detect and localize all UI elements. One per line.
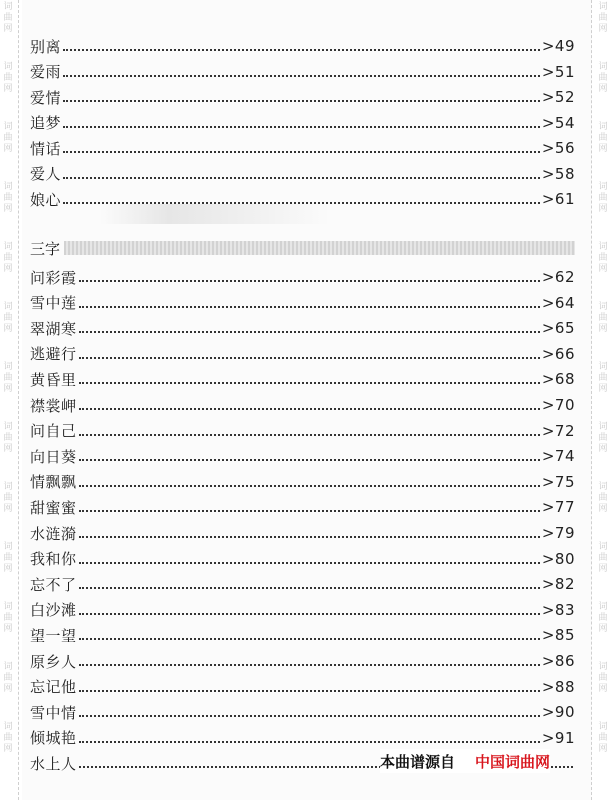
toc-entry-title: 娘心 [30, 190, 62, 209]
watermark-char: 网 [598, 324, 608, 334]
toc-entry-title: 爱雨 [30, 63, 62, 81]
toc-entry[interactable] [30, 700, 575, 724]
toc-entry[interactable] [30, 470, 575, 494]
toc-entry[interactable] [30, 367, 575, 391]
toc-entry-title: 别离 [30, 37, 62, 56]
watermark-char: 曲 [598, 73, 608, 83]
toc-entry-title: 雪中情 [30, 703, 77, 722]
watermark-char: 曲 [3, 673, 13, 683]
watermark-stamp [2, 122, 14, 155]
watermark-stamp [2, 662, 14, 695]
watermark-char: 网 [3, 324, 13, 334]
toc-entry[interactable] [30, 60, 575, 84]
watermark-char: 词 [3, 602, 13, 612]
watermark-char: 网 [598, 144, 608, 154]
toc-leader-dots [79, 701, 540, 717]
watermark-stamp [597, 362, 609, 395]
toc-entry-page: >64 [541, 293, 575, 312]
toc-leader-dots [79, 394, 540, 410]
toc-entry-page: >80 [541, 549, 575, 568]
watermark-char: 词 [598, 2, 608, 12]
toc-leader-dots [79, 522, 540, 538]
toc-entry[interactable] [30, 598, 575, 622]
watermark-char: 网 [598, 264, 608, 274]
toc-leader-dots [79, 317, 540, 333]
toc-leader-dots [63, 61, 540, 77]
watermark-char: 曲 [3, 433, 13, 443]
toc-entry-title: 水涟漪 [30, 524, 77, 543]
watermark-char: 词 [598, 722, 608, 732]
toc-entry[interactable] [30, 136, 575, 160]
toc-entry-title: 黄昏里 [30, 370, 77, 389]
watermark-char: 曲 [598, 493, 608, 503]
watermark-char: 曲 [598, 313, 608, 323]
toc-entry[interactable] [30, 85, 575, 109]
toc-entry-title: 爱人 [30, 165, 62, 183]
toc-leader-dots [79, 292, 540, 308]
toc-entry-title: 逃避行 [30, 345, 77, 364]
watermark-stamp [2, 242, 14, 275]
watermark-char: 词 [598, 362, 608, 372]
toc-entry-title: 襟裳岬 [30, 396, 77, 415]
toc-entry-title: 雪中莲 [30, 294, 77, 313]
watermark-char: 网 [3, 384, 13, 394]
toc-entry-page: >85 [541, 626, 575, 645]
toc-entry-page: >51 [541, 62, 575, 81]
watermark-char: 词 [598, 122, 608, 132]
toc-entry-title: 向日葵 [30, 447, 77, 466]
watermark-stamp [597, 722, 609, 755]
watermark-stamp [2, 722, 14, 755]
watermark-char: 词 [598, 662, 608, 672]
toc-entry[interactable] [30, 547, 575, 571]
watermark-char: 曲 [3, 733, 13, 743]
toc-entry-title: 白沙滩 [30, 601, 77, 620]
watermark-stamp [597, 122, 609, 155]
watermark-char: 曲 [598, 253, 608, 263]
watermark-char: 网 [3, 264, 13, 274]
watermark-char: 词 [598, 62, 608, 72]
toc-entry[interactable] [30, 34, 575, 58]
toc-entry[interactable] [30, 649, 575, 673]
watermark-char: 曲 [3, 553, 13, 563]
watermark-char: 曲 [598, 733, 608, 743]
toc-entry-page: >52 [541, 88, 575, 106]
toc-entry[interactable] [30, 572, 575, 596]
toc-entry[interactable] [30, 162, 575, 186]
toc-entry-title: 问彩霞 [30, 268, 77, 287]
watermark-char: 网 [598, 444, 608, 454]
toc-leader-dots [79, 445, 540, 461]
watermark-stamp [597, 542, 609, 575]
toc-leader-dots [79, 471, 540, 487]
toc-leader-dots [79, 624, 540, 640]
watermark-char: 词 [598, 182, 608, 192]
toc-entry-page: >83 [541, 600, 575, 619]
watermark-stamp [597, 242, 609, 275]
watermark-char: 词 [3, 362, 13, 372]
watermark-char: 词 [3, 2, 13, 12]
toc-entry-title: 爱情 [30, 88, 62, 107]
toc-entry-title: 原乡人 [30, 652, 77, 671]
watermark-stamp [597, 662, 609, 695]
toc-entry[interactable] [30, 342, 575, 366]
toc-entry[interactable] [30, 265, 575, 289]
toc-entry[interactable] [30, 316, 575, 340]
toc-entry[interactable] [30, 726, 575, 750]
watermark-char: 词 [3, 422, 13, 432]
watermark-char: 曲 [598, 613, 608, 623]
watermark-stamp [597, 482, 609, 515]
right-watermark-column [597, 0, 609, 800]
toc-entry-title: 水上人 [30, 754, 77, 773]
watermark-char: 网 [598, 204, 608, 214]
watermark-stamp [597, 62, 609, 95]
watermark-char: 网 [3, 744, 13, 754]
toc-entry-page: >56 [541, 139, 575, 157]
toc-leader-dots [79, 676, 540, 692]
toc-leader-dots [63, 163, 540, 179]
toc-entry[interactable] [30, 495, 575, 519]
watermark-char: 曲 [598, 373, 608, 383]
watermark-stamp [597, 602, 609, 635]
toc-entry-page: >65 [541, 319, 575, 338]
watermark-char: 网 [3, 504, 13, 514]
toc-entry-page: >61 [541, 190, 575, 208]
watermark-char: 词 [3, 122, 13, 132]
section-rule [64, 241, 575, 255]
watermark-char: 网 [598, 624, 608, 634]
watermark-stamp [2, 302, 14, 335]
watermark-char: 曲 [598, 133, 608, 143]
toc-leader-dots [63, 86, 540, 102]
watermark-stamp [2, 62, 14, 95]
watermark-char: 词 [598, 302, 608, 312]
watermark-char: 网 [3, 84, 13, 94]
watermark-char: 词 [3, 302, 13, 312]
toc-leader-dots [79, 420, 540, 436]
watermark-char: 曲 [598, 13, 608, 23]
watermark-char: 网 [3, 144, 13, 154]
section-title: 三字 [30, 239, 61, 258]
toc-entry-title: 问自己 [30, 422, 77, 441]
toc-entry[interactable] [30, 444, 575, 468]
watermark-char: 曲 [3, 193, 13, 203]
toc-entry-page: >58 [541, 164, 575, 183]
toc-entry-page: >75 [541, 472, 575, 491]
section-heading [30, 238, 575, 258]
toc-entry-page: >91 [541, 728, 575, 747]
toc-entry-page: >66 [541, 344, 575, 363]
toc-entry-page: >49 [541, 37, 575, 55]
toc-entry[interactable] [30, 291, 575, 315]
watermark-stamp [597, 2, 609, 35]
toc-leader-dots [79, 727, 540, 743]
toc-entry-title: 倾城艳 [30, 729, 77, 748]
toc-leader-dots [63, 188, 540, 204]
toc-leader-dots [79, 573, 540, 589]
watermark-stamp [2, 2, 14, 35]
toc-entry[interactable] [30, 675, 575, 699]
watermark-char: 网 [3, 204, 13, 214]
toc-entry-title: 望一望 [30, 626, 77, 645]
watermark-char: 网 [598, 744, 608, 754]
watermark-stamp [2, 422, 14, 455]
toc-leader-dots [63, 137, 540, 153]
watermark-stamp [2, 182, 14, 215]
watermark-char: 词 [3, 62, 13, 72]
watermark-char: 曲 [598, 193, 608, 203]
watermark-char: 词 [3, 662, 13, 672]
toc-entry[interactable] [30, 393, 575, 417]
watermark-char: 词 [3, 542, 13, 552]
watermark-stamp [597, 302, 609, 335]
watermark-char: 词 [3, 722, 13, 732]
watermark-char: 曲 [3, 13, 13, 23]
watermark-char: 曲 [3, 313, 13, 323]
watermark-char: 词 [598, 422, 608, 432]
footer-credit [380, 749, 550, 773]
watermark-char: 网 [598, 684, 608, 694]
toc-leader-dots [79, 599, 540, 615]
toc-entry[interactable] [30, 623, 575, 647]
watermark-char: 曲 [3, 613, 13, 623]
toc-entry-page: >72 [541, 421, 575, 440]
watermark-char: 曲 [598, 673, 608, 683]
toc-entry-page: >82 [541, 575, 575, 594]
watermark-char: 曲 [3, 493, 13, 503]
watermark-char: 网 [598, 504, 608, 514]
watermark-char: 曲 [3, 73, 13, 83]
toc-leader-dots [63, 112, 540, 128]
toc-entry-page: >74 [541, 447, 575, 466]
toc-entry-title: 甜蜜蜜 [30, 498, 77, 517]
toc-entry-page: >62 [541, 268, 575, 286]
toc-entry[interactable] [30, 521, 575, 545]
toc-entry-page: >54 [541, 113, 575, 132]
toc-entry[interactable] [30, 187, 575, 211]
toc-leader-dots [79, 266, 540, 282]
credit-site-name[interactable]: 中国词曲网 [475, 752, 551, 771]
watermark-stamp [2, 602, 14, 635]
toc-leader-dots [79, 650, 540, 666]
watermark-char: 词 [3, 242, 13, 252]
toc-entry-page: >77 [541, 498, 575, 517]
watermark-char: 词 [598, 542, 608, 552]
toc-entry-page: >90 [541, 703, 575, 722]
toc-entry-title: 情话 [30, 139, 62, 158]
toc-entry-page: >88 [541, 677, 575, 696]
toc-entry-page: >68 [541, 370, 575, 389]
toc-leader-dots [79, 343, 540, 359]
watermark-stamp [2, 362, 14, 395]
watermark-char: 网 [3, 24, 13, 34]
watermark-char: 网 [3, 624, 13, 634]
watermark-char: 网 [598, 84, 608, 94]
watermark-char: 网 [598, 564, 608, 574]
watermark-stamp [597, 422, 609, 455]
toc-entry[interactable] [30, 419, 575, 443]
toc-entry-title: 情飘飘 [30, 473, 77, 492]
watermark-char: 曲 [3, 253, 13, 263]
watermark-stamp [2, 542, 14, 575]
left-watermark-column [2, 0, 14, 800]
toc-leader-dots [63, 35, 540, 51]
watermark-char: 网 [3, 684, 13, 694]
watermark-char: 曲 [3, 133, 13, 143]
watermark-char: 网 [598, 384, 608, 394]
watermark-char: 曲 [3, 373, 13, 383]
toc-entry-page: >86 [541, 652, 575, 670]
watermark-char: 词 [598, 482, 608, 492]
watermark-char: 曲 [598, 553, 608, 563]
watermark-char: 网 [3, 444, 13, 454]
toc-leader-dots [79, 548, 540, 564]
watermark-char: 词 [3, 482, 13, 492]
toc-entry-title: 追梦 [30, 114, 62, 132]
watermark-char: 词 [598, 602, 608, 612]
toc-entry-title: 忘不了 [30, 575, 77, 594]
toc-entry-page: >70 [541, 396, 575, 414]
watermark-char: 网 [3, 564, 13, 574]
toc-entry[interactable] [30, 111, 575, 135]
watermark-char: 网 [598, 24, 608, 34]
toc-entry-title: 我和你 [30, 550, 77, 569]
watermark-char: 词 [598, 242, 608, 252]
watermark-char: 词 [3, 182, 13, 192]
watermark-stamp [2, 482, 14, 515]
credit-source-label: 本曲谱源自 [380, 752, 456, 771]
toc-entry-page: >79 [541, 524, 575, 542]
toc-entry-title: 忘记他 [30, 678, 77, 697]
toc-leader-dots [79, 368, 540, 384]
watermark-char: 曲 [598, 433, 608, 443]
toc-entry-title: 翠湖寒 [30, 319, 77, 338]
watermark-stamp [597, 182, 609, 215]
toc-leader-dots [79, 496, 540, 512]
